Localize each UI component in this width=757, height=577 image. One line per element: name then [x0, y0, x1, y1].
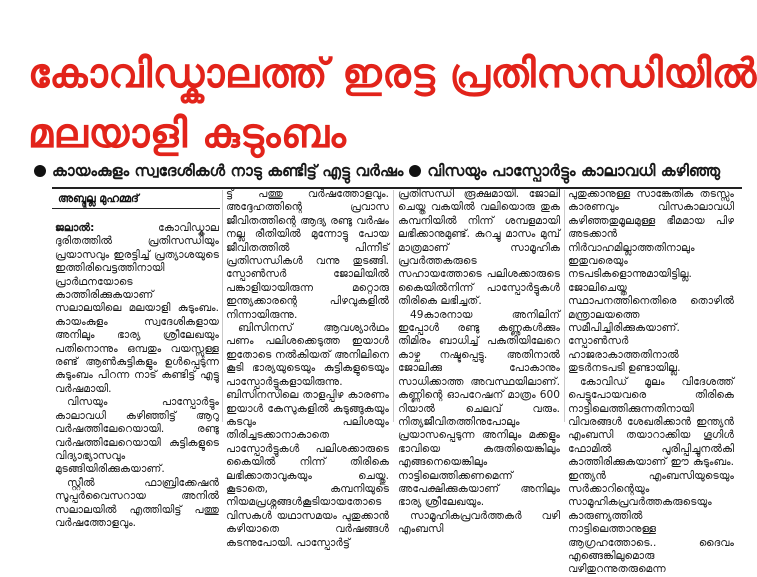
column-divider — [564, 190, 565, 422]
subheadline-part-1: കായംകുളം സ്വദേശികൾ നാടു കണ്ടിട്ട് എട്ടു വർഷം — [52, 161, 404, 180]
bullet-icon — [34, 165, 46, 177]
article-column-1 — [55, 222, 219, 529]
column-divider — [222, 190, 223, 422]
subheadline-part-2: വിസയും പാസ്പോർട്ടും കാലാവധി കഴിഞ്ഞു — [427, 161, 721, 180]
headline-line-1: കോവിഡ്കാലത്ത് ഇരട്ട പ്രതിസന്ധിയിൽ — [28, 51, 757, 97]
article-paragraph: സ്റ്റീൽ ഫാബ്രിക്കേഷൻ സൂപ്പർവൈസറായ അനിൽ സലാലയിൽ എത്തിയിട്ട് പത്തു വർഷത്തോളവും. — [55, 476, 219, 529]
column-divider — [393, 190, 394, 422]
article-column-2 — [226, 188, 389, 549]
byline: അബ്ദുല്ല മുഹമ്മദ് — [58, 192, 139, 205]
article-paragraph: കോവിഡ് മൂലം വിദേശത്ത് പെട്ടുപോയവരെ തിരികെ നാട്ടിലെത്തിക്കുന്നതിനായി വിവരങ്ങൾ ശേഖരിക്കാൻ ഇന്ത്യൻ എംബസി തയാറാക്കിയ ഗൂഗിൾ ഫോമിൽ പൂരിപ്പിച്ചുനൽകി കാത്തിരിക്കുകയാണ് ഈ കുടുംബം. ഇന്ത്യൻ എംബസിയുടെയും സർക്കാറിന്റെയും സാമൂഹികപ്രവർത്തകരുടെയും കാരുണ്യത്തിൽ നാട്ടിലെത്താനുള്ള ആഗ്രഹത്തോടെ.. ദൈവം എങ്ങെങ്കിലുമൊരു വഴിതുറന്നുതരുമെന്ന — [568, 375, 734, 576]
article-paragraph — [55, 222, 219, 396]
article-paragraph: പുതുക്കാനുള്ള സാങ്കേതിക തടസ്സം കാരണവും വിസകാലാവധി കഴിഞ്ഞതുമൂലമുള്ള ഭീമമായ പിഴ അടക്കാൻ നിർവാഹമില്ലാത്തതിനാലും ഇതുവരെയും നടപടികളൊന്നുമായിട്ടില്ല. ജോലിചെയ്ത സ്ഥാപനത്തിനെതിരെ തൊഴിൽ മന്ത്രാലയത്തെ സമീപിച്ചിരിക്കുകയാണ്. സ്പോൺസർ ഹാജരാകാത്തതിനാൽ തുടർനടപടി ഉണ്ടായില്ല. — [568, 188, 734, 375]
article-paragraph: പ്രതിസന്ധി രൂക്ഷമായി. ജോലി ചെയ്ത വകയിൽ വലിയൊരു തുക കമ്പനിയിൽ നിന്ന് ശമ്പളമായി ലഭിക്കാനുമുണ്ട്. കുറച്ചു മാസം മുമ്പ് മാത്രമാണ് സാമൂഹിക പ്രവർത്തകരുടെ സഹായത്തോടെ പലിശക്കാരുടെ കൈയിൽനിന്ന് പാസ്പോർട്ടുകൾ തിരികെ ലഭിച്ചത്. — [398, 188, 560, 308]
paragraph-text: കോവിഡ്കാല ദുരിതത്തിൽ പ്രതിസന്ധിയും പ്രയാസവും ഇരട്ടിച്ച് പ്രത്യാശയുടെ ഇത്തിരിവെട്ടത്തിനായി പ്രാർഥനയോടെ കാത്തിരിക്കുകയാണ് സലാലയിലെ മലയാളി കുടുംബം. കായംകുളം സ്വദേശികളായ അനിലും ഭാര്യ ശ്രീലേഖയും പതിനൊന്നും ഒമ്പതും വയസ്സുള്ള രണ്ട് ആൺകുട്ടികളും ഉൾപ്പെടുന്ന കുടുംബം പിറന്ന നാട് കണ്ടിട്ട് എട്ടു വർഷമായി. — [55, 222, 219, 395]
article-paragraph: 49കാരനായ അനിലിന് ഇപ്പോൾ രണ്ടു കണ്ണുകൾക്കും തിമിരം ബാധിച്ച് പകുതിയിലേറെ കാഴ്ച നഷ്ടപ്പെട്ടു. അതിനാൽ ജോലിക്കു പോകാനും സാധിക്കാത്ത അവസ്ഥയിലാണ്. കണ്ണിന്റെ ഓപറേഷന് മാത്രം 600 റിയാൽ ചെലവ് വരും. നിത്യജീവിതത്തിനുപോലും പ്രയാസപ്പെടുന്ന അനിലും മക്കളും ഭാവിയെ കരുതിയെങ്കിലും എങ്ങനെയെങ്കിലും നാട്ടിലെത്തിക്കണമെന്ന് അപേക്ഷിക്കുകയാണ് അനിലും ഭാര്യ ശ്രീലേഖയും. — [398, 308, 560, 509]
byline-divider — [52, 208, 220, 209]
article-column-3 — [398, 188, 560, 536]
dateline: ജലാൽ: — [55, 222, 95, 234]
article-paragraph: സാമൂഹികപ്രവർത്തകർ വഴി എംബസി — [398, 509, 560, 536]
article-paragraph: ബിസിനസ് ആവശ്യാർഥം പണം പലിശക്കെടുത്ത ഇയാൾ ഇതോടെ നൽകിയത് അനിലിനെ കൂടി ഭാര്യയുടെയും കുട്ടികളുടെയും പാസ്പോർട്ടുകളായിരുന്നു. ബിസിനസിലെ താളപ്പിഴ കാരണം ഇയാൾ കേസുകളിൽ കുടുങ്ങുകയും കടവും പലിശയും തിരിച്ചടക്കാനാകാതെ പാസ്പോർട്ടുകൾ പലിശക്കാരുടെ കൈയിൽ നിന്ന് തിരികെ ലഭിക്കാതാവുകയും ചെയ്തു. കൂടാതെ, കമ്പനിയുടെ നിയമപ്രശ്നങ്ങൾകൂടിയായതോടെ വിസകൾ യഥാസമയം പുതുക്കാൻ കഴിയാതെ വർഷങ്ങൾ കടന്നുപോയി. പാസ്പോർട്ട് — [226, 322, 389, 549]
subheadline — [34, 158, 734, 184]
bullet-icon — [409, 165, 421, 177]
article-column-4 — [568, 188, 734, 576]
headline-line-2: മലയാളി കുടുംബം — [28, 111, 347, 157]
article-paragraph: വിസയും പാസ്പോർട്ടും കാലാവധി കഴിഞ്ഞിട്ട് ആറു വർഷത്തിലേറെയായി. രണ്ടു വർഷത്തിലേറെയായി കുട്ടികളുടെ വിദ്യാഭ്യാസവും മുടങ്ങിയിരിക്കുകയാണ്. — [55, 396, 219, 476]
article-paragraph: ട്ട് പത്തു വർഷത്തോളവും. അദ്ദേഹത്തിന്റെ പ്രവാസ ജീവിതത്തിന്റെ ആദ്യ രണ്ടു വർഷം നല്ല രീതിയിൽ മുന്നോട്ടു പോയ ജീവിതത്തിൽ പിന്നീട് പ്രതിസന്ധികൾ വന്നു തുടങ്ങി. സ്പോൺസർ ജോലിയിൽ പങ്കാളിയായിരുന്ന മറ്റൊരു ഇന്ത്യക്കാരന്റെ പിഴവുകളിൽ നിന്നായിരുന്നു. — [226, 188, 389, 321]
